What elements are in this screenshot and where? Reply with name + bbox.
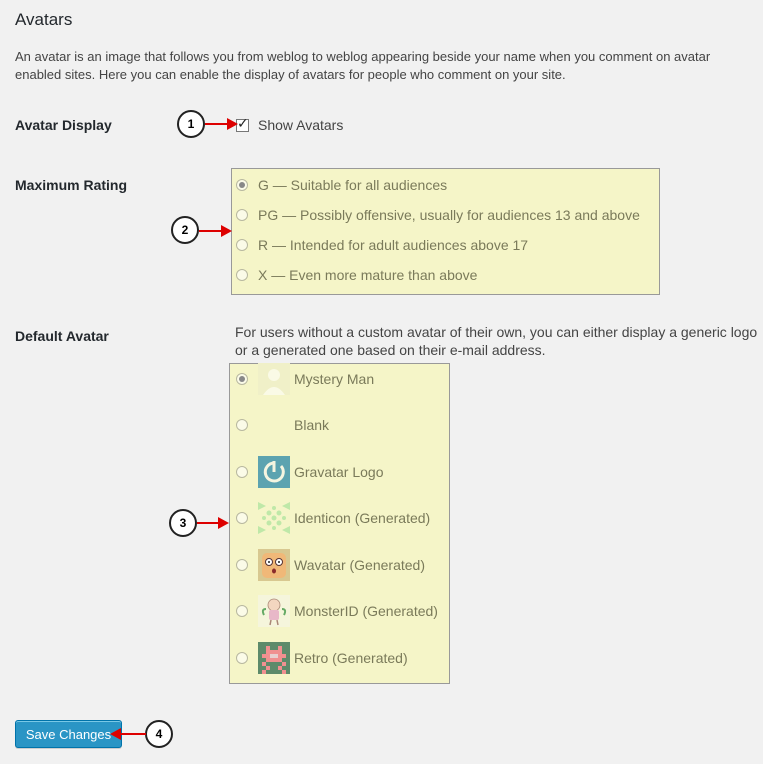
- callout-3: 3: [169, 509, 197, 537]
- callout-1-arrow-icon: [227, 118, 238, 130]
- rating-option-pg[interactable]: [236, 207, 640, 223]
- avatar-radio-monsterid[interactable]: [236, 605, 248, 617]
- rating-option-x[interactable]: [236, 267, 477, 283]
- callout-4-arrow-line: [120, 733, 146, 735]
- maximum-rating-label: Maximum Rating: [15, 177, 128, 193]
- monsterid-icon: [258, 595, 290, 627]
- rating-option-label[interactable]: R — Intended for adult audiences above 17: [258, 237, 529, 253]
- avatar-radio-gravatar-logo[interactable]: [236, 466, 248, 478]
- intro-text: An avatar is an image that follows you from weblog to weblog appearing beside your name when you comment on avatar enabled sites. Here you can enable the display of avatars for people who comment on your site.: [15, 49, 711, 82]
- rating-option-label[interactable]: PG — Possibly offensive, usually for audiences 13 and above: [258, 207, 640, 223]
- callout-2-arrow-icon: [221, 225, 232, 237]
- gravatar-logo-icon: [258, 456, 290, 488]
- avatar-option-retro[interactable]: [236, 642, 408, 674]
- avatar-display-label: Avatar Display: [15, 117, 112, 133]
- default-avatar-description: For users without a custom avatar of their own, you can either display a generic logo or a generated one based on their e-mail address.: [235, 324, 758, 358]
- avatar-option-label[interactable]: Gravatar Logo: [294, 464, 384, 480]
- callout-3-arrow-icon: [218, 517, 229, 529]
- avatar-radio-wavatar[interactable]: [236, 559, 248, 571]
- identicon-icon: [258, 502, 290, 534]
- blank-icon: [258, 409, 290, 441]
- avatar-option-label[interactable]: Identicon (Generated): [294, 510, 431, 526]
- avatar-option-gravatar-logo[interactable]: [236, 456, 384, 488]
- avatar-radio-mystery-man[interactable]: [236, 373, 248, 385]
- retro-icon: [258, 642, 290, 674]
- avatar-radio-identicon[interactable]: [236, 512, 248, 524]
- avatar-option-label[interactable]: Mystery Man: [294, 371, 375, 387]
- show-avatars-label[interactable]: Show Avatars: [258, 117, 344, 133]
- callout-1: 1: [177, 110, 205, 138]
- rating-option-g[interactable]: [236, 177, 447, 193]
- avatar-option-label[interactable]: Wavatar (Generated): [294, 557, 425, 573]
- callout-2: 2: [171, 216, 199, 244]
- avatar-option-wavatar[interactable]: [236, 549, 425, 581]
- wavatar-icon: [258, 549, 290, 581]
- avatar-radio-retro[interactable]: [236, 652, 248, 664]
- show-avatars-control[interactable]: [236, 114, 344, 133]
- rating-radio-r[interactable]: [236, 239, 248, 251]
- avatar-option-label[interactable]: MonsterID (Generated): [294, 603, 438, 619]
- callout-3-arrow-line: [197, 522, 220, 524]
- avatar-radio-blank[interactable]: [236, 419, 248, 431]
- callout-4: 4: [145, 720, 173, 748]
- callout-2-arrow-line: [199, 230, 223, 232]
- rating-option-label[interactable]: G — Suitable for all audiences: [258, 177, 448, 193]
- rating-radio-pg[interactable]: [236, 209, 248, 221]
- rating-option-label[interactable]: X — Even more mature than above: [258, 267, 478, 283]
- avatar-option-identicon[interactable]: [236, 502, 430, 534]
- rating-radio-g[interactable]: [236, 179, 248, 191]
- avatar-option-blank[interactable]: [236, 409, 329, 441]
- page-title: Avatars: [15, 10, 73, 29]
- mystery-man-icon: [258, 363, 290, 395]
- avatar-option-label[interactable]: Blank: [294, 417, 330, 433]
- rating-option-r[interactable]: [236, 237, 528, 253]
- rating-radio-x[interactable]: [236, 269, 248, 281]
- avatar-option-mystery-man[interactable]: [236, 363, 374, 395]
- default-avatar-label: Default Avatar: [15, 328, 109, 344]
- avatar-option-label[interactable]: Retro (Generated): [294, 650, 408, 666]
- avatar-option-monsterid[interactable]: [236, 595, 438, 627]
- save-changes-button[interactable]: Save Changes: [15, 720, 122, 748]
- checkmark-icon: ✓: [237, 114, 249, 131]
